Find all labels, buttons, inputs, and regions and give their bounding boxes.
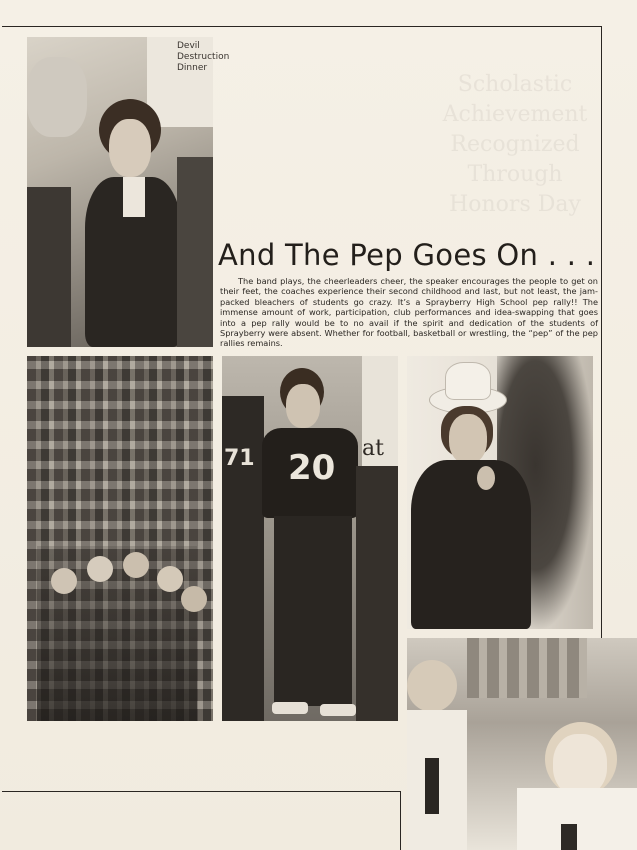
- top-border-rule: [2, 26, 602, 27]
- banner-text: at: [362, 436, 384, 461]
- bleed-through-line: Scholastic Achievement: [442, 72, 588, 127]
- right-border-rule: [601, 26, 602, 638]
- bleed-through-line: Recognized: [450, 132, 580, 157]
- bleed-through-line: Honors Day: [449, 192, 581, 217]
- cowboy-speaker-photo: [407, 356, 593, 629]
- crowd-photo: [27, 356, 213, 721]
- cheerleaders-photo: [407, 638, 637, 850]
- jersey-number: 71: [224, 446, 255, 471]
- football-player-photo: [222, 356, 398, 721]
- sign-text: Devil Destruction Dinner: [177, 41, 230, 73]
- bleed-through-line: Through: [467, 162, 563, 187]
- article-title: And The Pep Goes On . . .: [218, 238, 596, 272]
- article-body: The band plays, the cheerleaders cheer, the speaker encourages the people to get on their feet, the coaches experience their second childhood and last, but not least, the jam-packed bleachers of students go crazy. It’s a Sprayberry High School pep rally!! The immense amount of work, participation, club performances and idea-swapping that goes into a pep rally would be to no avail if the spirit and dedication of the students of Sprayberry were absent. Whether for football, basketball or wrestling, the “pep” of the pep rallies remains.: [220, 276, 598, 349]
- cheerleader-photo: [27, 37, 230, 347]
- bleed-through-text: [410, 70, 620, 220]
- bottom-right-vertical-rule: [400, 791, 401, 850]
- jersey-number: 20: [288, 448, 336, 488]
- bottom-border-rule: [2, 791, 400, 792]
